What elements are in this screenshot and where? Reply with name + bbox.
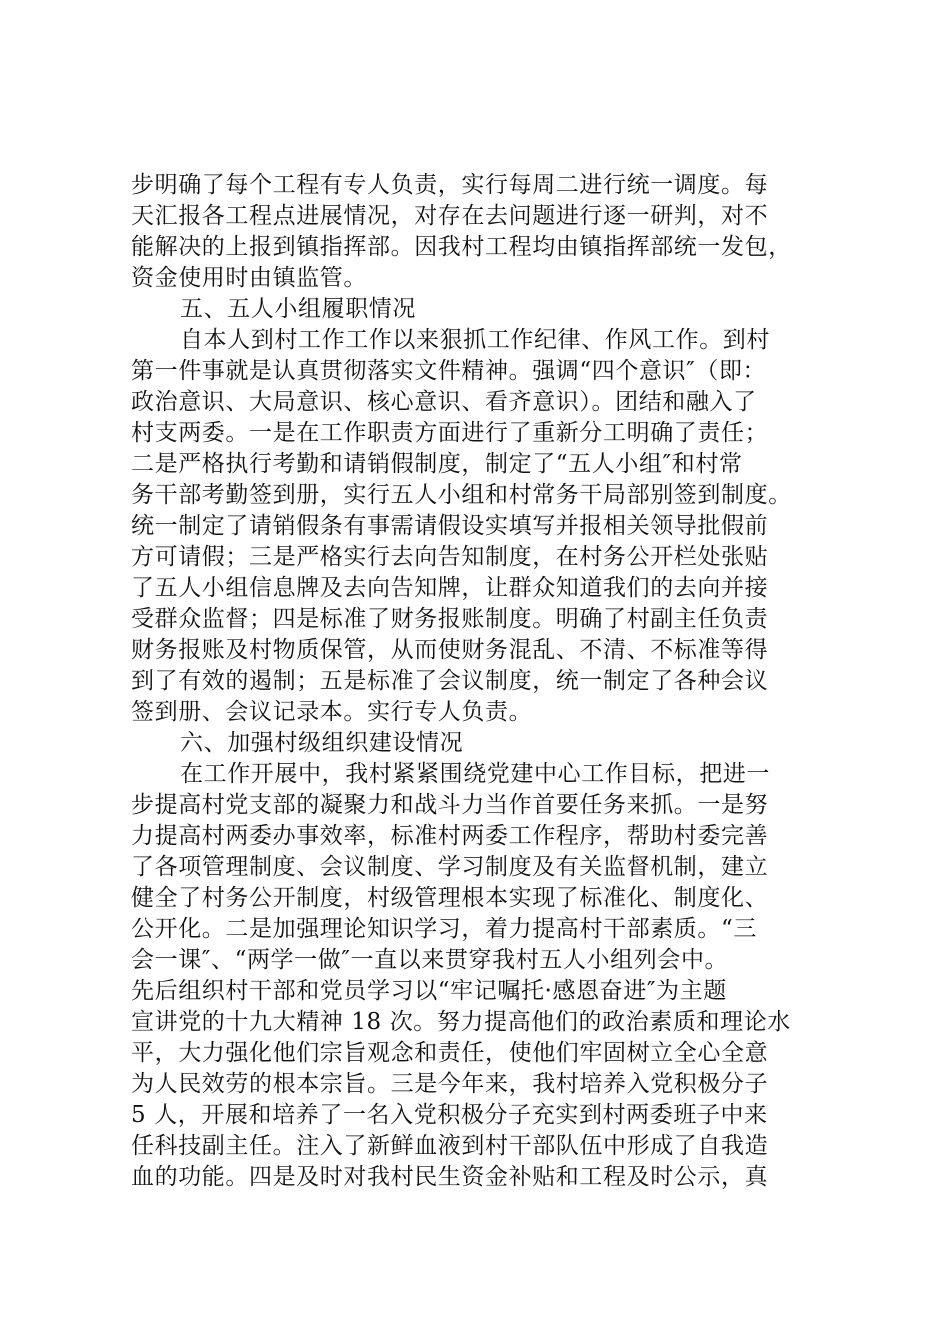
text-line: 步明确了每个工程有专人负责，实行每周二进行统一调度。每 bbox=[131, 172, 769, 198]
text-line: 政治意识、大局意识、核心意识、看齐意识）。团结和融入了 bbox=[131, 389, 757, 415]
text-line: 先后组织村干部和党员学习以“牢记嘱托·感恩奋进″为主题 bbox=[131, 978, 727, 1004]
text-line: 财务报账及村物质保管，从而使财务混乱、不清、不标准等得 bbox=[131, 637, 769, 663]
text-line: 签到册、会议记录本。实行专人负责。 bbox=[131, 699, 533, 725]
text-line: 方可请假；三是严格实行去向告知制度，在村务公开栏处张贴 bbox=[131, 544, 769, 570]
text-line: 务干部考勤签到册，实行五人小组和村常务干局部别签到制度。 bbox=[131, 482, 792, 508]
text-line: 统一制定了请销假条有事需请假设实填写并报相关领导批假前 bbox=[131, 513, 769, 539]
section-heading-five: 五、五人小组履职情况 bbox=[180, 296, 416, 322]
paragraph-start-line: 在工作开展中，我村紧紧围绕党建中心工作目标，把进一 bbox=[180, 761, 770, 787]
text-line: 宣讲党的十九大精神 18 次。努力提高他们的政治素质和理论水 bbox=[131, 1009, 791, 1035]
text-line: 了五人小组信息牌及去向告知牌，让群众知道我们的去向并接 bbox=[131, 575, 769, 601]
text-line: 受群众监督；四是标准了财务报账制度。明确了村副主任负责 bbox=[131, 606, 769, 632]
text-line: 5 人，开展和培养了一名入党积极分子充实到村两委班子中来 bbox=[131, 1102, 768, 1128]
text-line: 第一件事就是认真贯彻落实文件精神。强调“四个意识″（即： bbox=[131, 358, 767, 384]
document-body bbox=[131, 170, 821, 1193]
text-line: 会一课″、“两学一做″一直以来贯穿我村五人小组列会中。 bbox=[131, 947, 729, 973]
text-line: 血的功能。四是及时对我村民生资金补贴和工程及时公示，真 bbox=[131, 1164, 769, 1190]
text-line: 天汇报各工程点进展情况，对存在去问题进行逐一研判，对不 bbox=[131, 203, 769, 229]
text-line: 平，大力强化他们宗旨观念和责任，使他们牢固树立全心全意 bbox=[131, 1040, 769, 1066]
text-line: 二是严格执行考勤和请销假制度，制定了“五人小组″和村常 bbox=[131, 451, 743, 477]
text-line: 公开化。二是加强理论知识学习，着力提高村干部素质。“三 bbox=[131, 916, 757, 942]
text-line: 能解决的上报到镇指挥部。因我村工程均由镇指挥部统一发包， bbox=[131, 234, 792, 260]
text-line: 为人民效劳的根本宗旨。三是今年来，我村培养入党积极分子 bbox=[131, 1071, 769, 1097]
paragraph-start-line: 自本人到村工作工作以来狠抓工作纪律、作风工作。到村 bbox=[180, 327, 770, 353]
section-heading-six: 六、加强村级组织建设情况 bbox=[180, 730, 464, 756]
text-line: 健全了村务公开制度，村级管理根本实现了标准化、制度化、 bbox=[131, 885, 769, 911]
text-line: 到了有效的遏制；五是标准了会议制度，统一制定了各种会议 bbox=[131, 668, 769, 694]
text-line: 步提高村党支部的凝聚力和战斗力当作首要任务来抓。一是努 bbox=[131, 792, 769, 818]
text-line: 任科技副主任。注入了新鲜血液到村干部队伍中形成了自我造 bbox=[131, 1133, 769, 1159]
text-line: 资金使用时由镇监管。 bbox=[131, 265, 367, 291]
text-line: 村支两委。一是在工作职责方面进行了重新分工明确了责任； bbox=[131, 420, 769, 446]
text-line: 了各项管理制度、会议制度、学习制度及有关监督机制，建立 bbox=[131, 854, 769, 880]
text-line: 力提高村两委办事效率，标准村两委工作程序，帮助村委完善 bbox=[131, 823, 769, 849]
